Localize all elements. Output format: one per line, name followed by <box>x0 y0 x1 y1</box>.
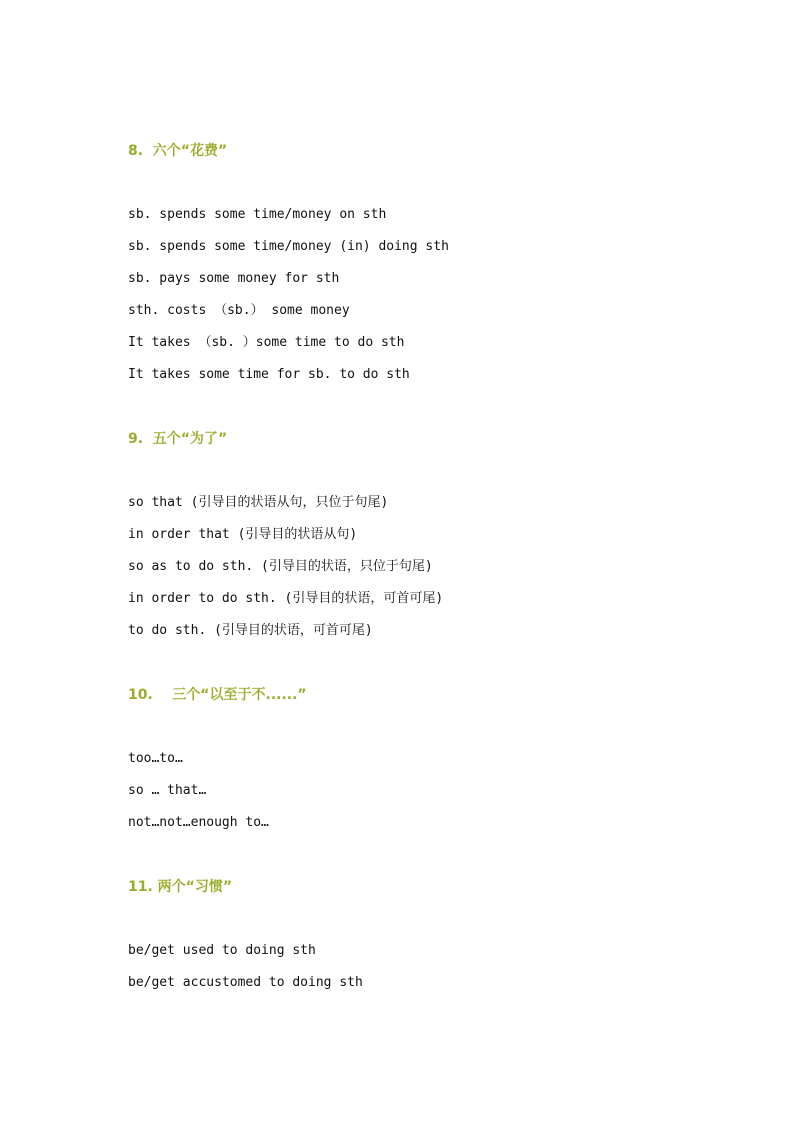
phrase-line: in order that (引导目的状语从句) <box>128 527 358 542</box>
phrase-line: so that (引导目的状语从句，只位于句尾) <box>128 495 389 510</box>
phrase-line: sth. costs （sb.） some money <box>128 303 350 318</box>
phrase-line: so as to do sth. (引导目的状语，只位于句尾) <box>128 559 433 574</box>
phrase-line: to do sth. (引导目的状语，可首可尾) <box>128 623 373 638</box>
phrase-line: It takes （sb. ）some time to do sth <box>128 335 405 350</box>
phrase-line: not…not…enough to… <box>128 815 269 830</box>
phrase-line: be/get accustomed to doing sth <box>128 975 363 990</box>
phrase-line: sb. spends some time/money on sth <box>128 207 387 222</box>
phrase-line: too…to… <box>128 751 183 766</box>
phrase-line: so … that… <box>128 783 207 798</box>
section-heading: 11. 两个“习惯” <box>128 879 233 895</box>
section-heading: 8. 六个“花费” <box>128 143 228 159</box>
phrase-line: It takes some time for sb. to do sth <box>128 367 410 382</box>
phrase-line: be/get used to doing sth <box>128 943 316 958</box>
section-heading: 10. 三个“以至于不......” <box>128 687 307 703</box>
section-heading: 9. 五个“为了” <box>128 431 228 447</box>
phrase-line: sb. pays some money for sth <box>128 271 340 286</box>
phrase-line: sb. spends some time/money (in) doing sth <box>128 239 449 254</box>
phrase-line: in order to do sth. (引导目的状语，可首可尾) <box>128 591 444 606</box>
